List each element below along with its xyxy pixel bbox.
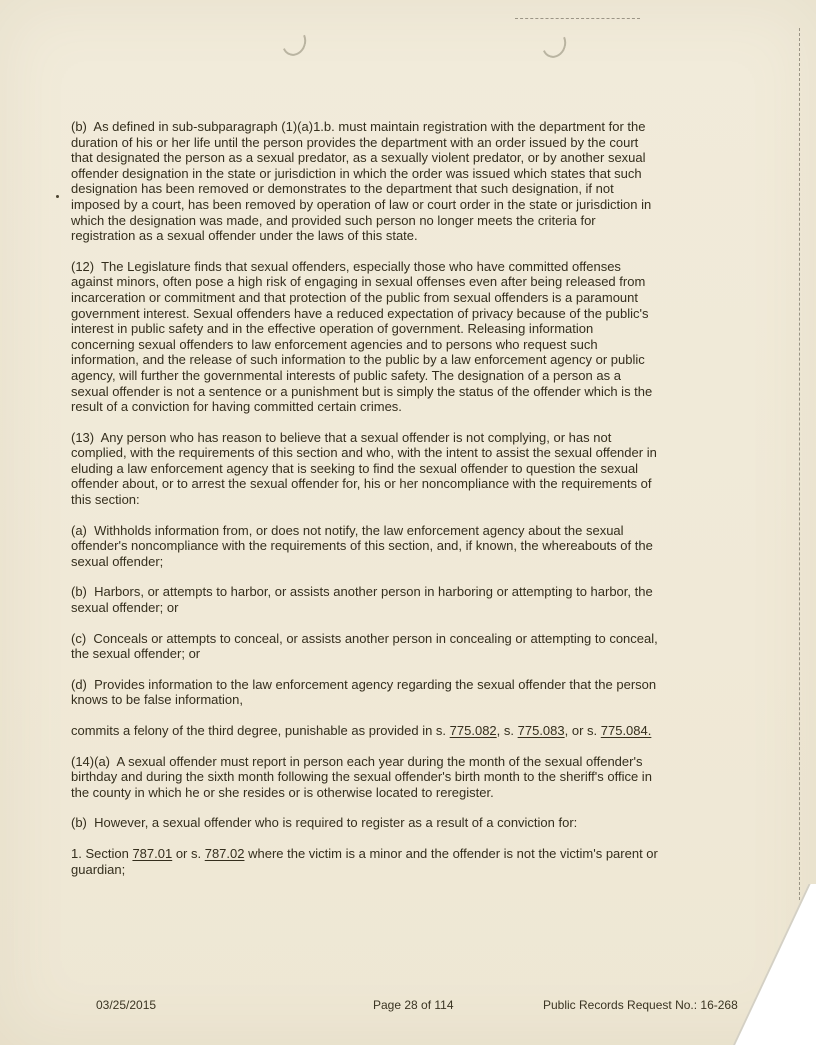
paragraph: [71, 846, 660, 877]
paragraph: [71, 677, 660, 708]
margin-speck: [56, 195, 59, 198]
paragraph: [71, 119, 660, 244]
paragraph-text: where the victim is a minor and the offender is not the victim's parent or guardian;: [71, 845, 662, 877]
paragraph-text: (b) As defined in sub-subparagraph (1)(a)1.b. must maintain registration with the department for the duration of his or her life until the person provides the department with an order issued by the court that designated the person as a sexual predator, as a sexually violent predator, or by another sexual offender designation in the state or jurisdiction in which the order was issued which states that such designation has been removed or demonstrates to the department that such designation, if not imposed by a court, has been removed by operation of law or court order in the state or jurisdiction in which the designation was made, and provided such person no longer meets the criteria for registration as a sexual offender under the laws of this state.: [71, 119, 655, 244]
paragraph-text: , or s.: [564, 723, 601, 738]
statute-reference: 775.082: [449, 723, 497, 738]
paragraph-text: (b) Harbors, or attempts to harbor, or assists another person in harboring or attempting to harbor, the sexual offender; or: [71, 584, 657, 616]
paragraph-text: commits a felony of the third degree, punishable as provided in s.: [71, 723, 450, 738]
paragraph-text: (d) Provides information to the law enforcement agency regarding the sexual offender that the person knows to be false information,: [71, 676, 660, 708]
footer-date: 03/25/2015: [96, 998, 157, 1012]
paragraph: [71, 584, 660, 615]
binder-hole-mark-left-icon: [278, 25, 309, 59]
footer-page-number: Page 28 of 114: [373, 998, 454, 1012]
document-body: [71, 119, 660, 892]
paragraph-text: 1. Section: [71, 845, 133, 861]
paragraph: [71, 259, 660, 415]
paragraph-text: or s.: [172, 845, 205, 861]
paragraph: [71, 430, 660, 508]
paragraph: [71, 815, 660, 831]
paragraph-text: (12) The Legislature finds that sexual offenders, especially those who have committed offenses against minors, often pose a high risk of engaging in sexual offenses even after being released from incarceration or commitment and that protection of the public from sexual offenders is a paramount government interest. Sexual offenders have a reduced expectation of privacy because of the public's interest in public safety and in the effective operation of government. Releasing information concerning sexual offenders to law enforcement agencies and to persons who request such information, and the release of such information to the public by a law enforcement agency or public agency, will further the governmental interests of public safety. The designation of a person as a sexual offender is not a sentence or a punishment but is simply the status of the offender which is the result of a conviction for having committed certain crimes.: [71, 258, 656, 415]
statute-reference: 775.083: [517, 723, 565, 738]
statute-reference: 787.01: [132, 845, 173, 861]
paragraph-text: (13) Any person who has reason to believe that a sexual offender is not complying, or has not complied, with the requirements of this section and who, with the intent to assist the sexual offender in eluding a law enforcement agency that is seeking to find the sexual offender to question the sexual offender about, or to arrest the sexual offender for, his or her noncompliance with the requirements of this section:: [71, 429, 661, 508]
paragraph-text: , s.: [496, 723, 518, 738]
fold-dash-line-right: [799, 28, 800, 900]
page-footer: [0, 998, 816, 1018]
paragraph-text: (14)(a) A sexual offender must report in person each year during the month of the sexual offender's birthday and during the sixth month following the sexual offender's birth month to the sheriff's office in the county in which he or she resides or is otherwise located to reregister.: [71, 753, 656, 800]
paragraph: [71, 723, 660, 739]
paragraph-text: (c) Conceals or attempts to conceal, or assists another person in concealing or attempting to conceal, the sexual offender; or: [71, 630, 662, 662]
binder-hole-mark-right-icon: [538, 27, 569, 61]
paragraph-text: (b) However, a sexual offender who is required to register as a result of a conviction for:: [71, 815, 578, 831]
paragraph: [71, 754, 660, 801]
paragraph: [71, 631, 660, 662]
footer-request-number: Public Records Request No.: 16-268: [543, 998, 738, 1012]
fold-dash-line-top: [515, 18, 640, 19]
statute-reference: 787.02: [204, 845, 245, 861]
paragraph-text: (a) Withholds information from, or does not notify, the law enforcement agency about the sexual offender's noncompliance with the requirements of this section, and, if known, the whereabouts of the sexual offender;: [71, 522, 657, 569]
statute-reference: 775.084.: [600, 723, 652, 738]
paragraph: [71, 523, 660, 570]
